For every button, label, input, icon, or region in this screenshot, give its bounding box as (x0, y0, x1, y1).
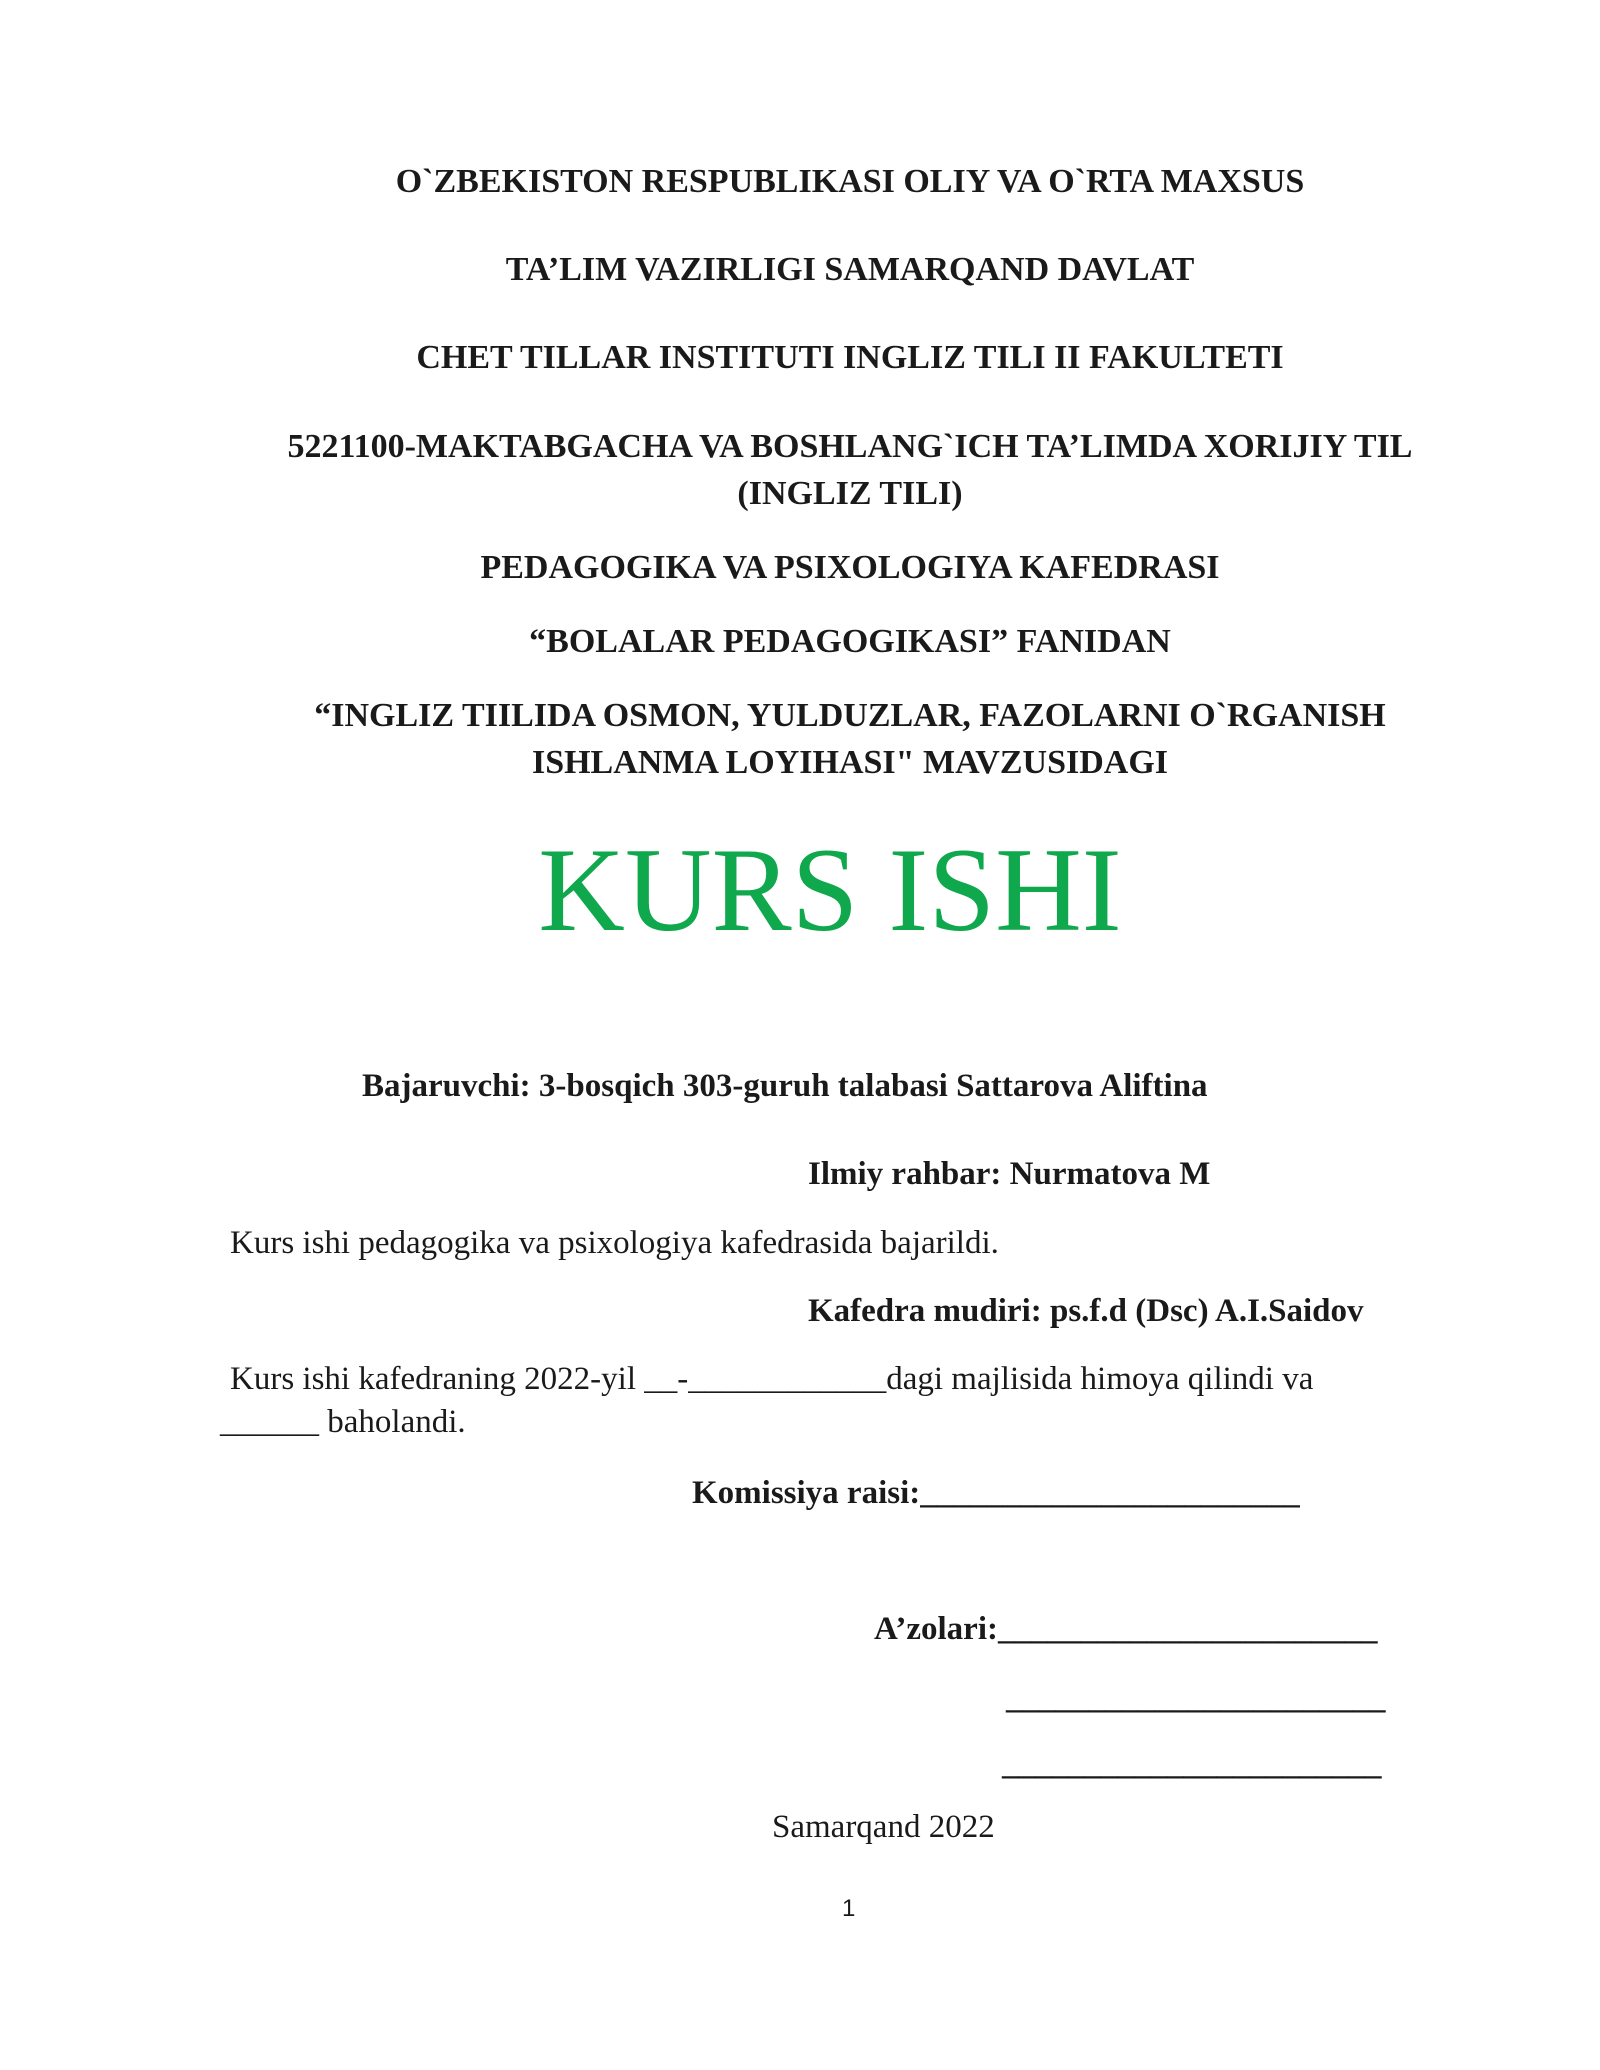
topic-line-2: ISHLANMA LOYIHASI" MAVZUSIDAGI (531, 744, 1169, 781)
supervisor-line: Ilmiy rahbar: Nurmatova M (808, 1156, 1211, 1192)
head-of-department-line: Kafedra mudiri: ps.f.d (Dsc) A.I.Saidov (808, 1293, 1364, 1329)
defense-line-2: ______ baholandi. (220, 1404, 466, 1440)
ministry-line-1: O`ZBEKISTON RESPUBLIKASI OLIY VA O`RTA MAXSUS (395, 163, 1305, 200)
institute-line: CHET TILLAR INSTITUTI INGLIZ TILI II FAKULTETI (416, 339, 1284, 376)
specialty-line: 5221100-MAKTABGACHA VA BOSHLANG`ICH TA’LIMDA XORIJIY TIL (287, 428, 1413, 465)
ministry-line-2: TA’LIM VAZIRLIGI SAMARQAND DAVLAT (505, 251, 1195, 288)
performer-line: Bajaruvchi: 3-bosqich 303-guruh talabasi Sattarova Aliftina (362, 1068, 1208, 1104)
subject-line: “BOLALAR PEDAGOGIKASI” FANIDAN (529, 623, 1171, 660)
page-number: 1 (842, 1895, 856, 1922)
members-blank-2: _______________________ (1002, 1746, 1382, 1782)
city-year: Samarqand 2022 (772, 1809, 995, 1845)
document-title: KURS ISHI (538, 823, 1122, 956)
members-blank-1: _______________________ (1006, 1680, 1386, 1716)
department-line: PEDAGOGIKA VA PSIXOLOGIYA KAFEDRASI (480, 549, 1220, 586)
defense-line-1: Kurs ishi kafedraning 2022-yil __-____________dagi majlisida himoya qilindi va (230, 1361, 1314, 1397)
specialty-line-sub: (INGLIZ TILI) (737, 475, 963, 512)
members-line: A’zolari:_______________________ (874, 1611, 1378, 1647)
completed-note: Kurs ishi pedagogika va psixologiya kafedrasida bajarildi. (230, 1225, 999, 1261)
commission-chair-line: Komissiya raisi:_______________________ (692, 1475, 1300, 1511)
topic-line-1: “INGLIZ TIILIDA OSMON, YULDUZLAR, FAZOLARNI O`RGANISH (314, 697, 1386, 734)
